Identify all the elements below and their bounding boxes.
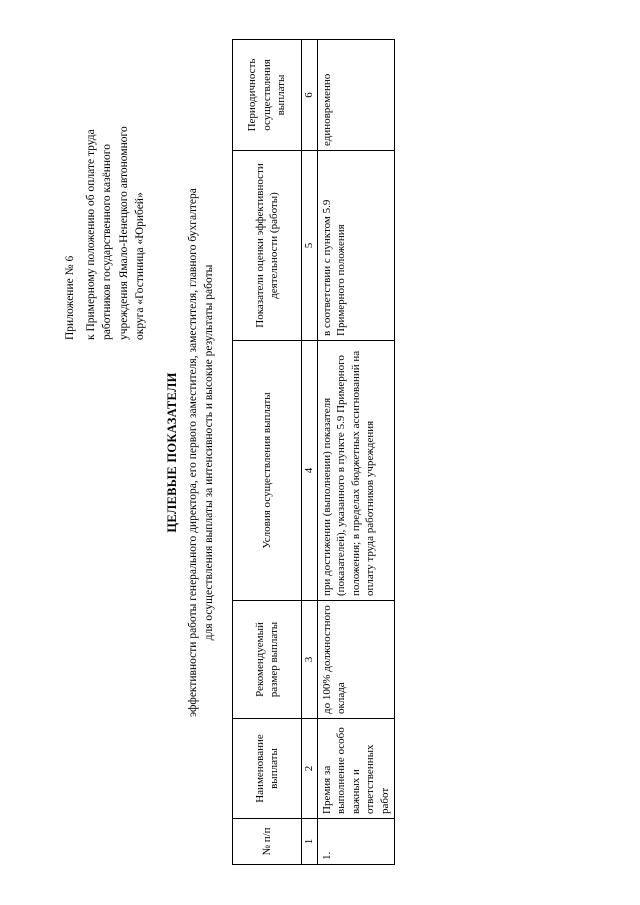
header-cell-size: Рекомендуемый размер выплаты <box>233 601 302 719</box>
column-number: 3 <box>302 601 318 719</box>
column-numbers-row <box>302 40 318 865</box>
column-number: 6 <box>302 40 318 151</box>
header-cell-name: Наименование выплаты <box>233 719 302 819</box>
appendix-line: округа «Гостиница «Юрибей» <box>134 192 146 340</box>
appendix-line: работников государственного казённого <box>101 144 113 340</box>
column-number: 5 <box>302 151 318 341</box>
subtitle-line: эффективности работы генерального директора, его первого заместителя, заместителя, главного бухгалтера <box>187 188 199 717</box>
header-cell-number: № п/п <box>233 819 302 865</box>
table-header-row <box>233 40 302 865</box>
appendix-header <box>62 40 149 340</box>
column-number: 4 <box>302 341 318 601</box>
column-number: 1 <box>302 819 318 865</box>
row-payment-size: до 100% должностного оклада <box>317 601 395 719</box>
targets-table <box>232 39 395 865</box>
row-conditions: при достижении (выполнении) показателя (показателей), указанного в пункте 5.9 Примерного положения; в пределах бюджетных ассигнований на оплату труда работников учреждения <box>317 341 395 601</box>
row-payment-name: Премия за выполнение особо важных и ответственных работ <box>317 719 395 819</box>
appendix-line: к Примерному положению об оплате труда <box>84 129 97 340</box>
header-cell-indicators: Показатели оценки эффективности деятельности (работы) <box>233 151 302 341</box>
header-cell-conditions: Условия осуществления выплаты <box>233 341 302 601</box>
table-row <box>317 40 395 865</box>
row-periodicity: единовременно <box>317 40 395 151</box>
document-subtitle <box>185 0 217 905</box>
appendix-line: учреждения Ямало-Ненецкого автономного <box>117 126 130 340</box>
row-number: 1. <box>317 819 395 865</box>
row-indicators: в соответствии с пунктом 5.9 Примерного положения <box>317 151 395 341</box>
document-title: ЦЕЛЕВЫЕ ПОКАЗАТЕЛИ <box>165 372 179 533</box>
subtitle-line: для осуществления выплаты за интенсивность и высокие результаты работы <box>203 264 215 641</box>
column-number: 2 <box>302 719 318 819</box>
header-cell-periodicity: Периодичность осуществления выплаты <box>233 40 302 151</box>
appendix-number: Приложение № 6 <box>64 255 76 340</box>
